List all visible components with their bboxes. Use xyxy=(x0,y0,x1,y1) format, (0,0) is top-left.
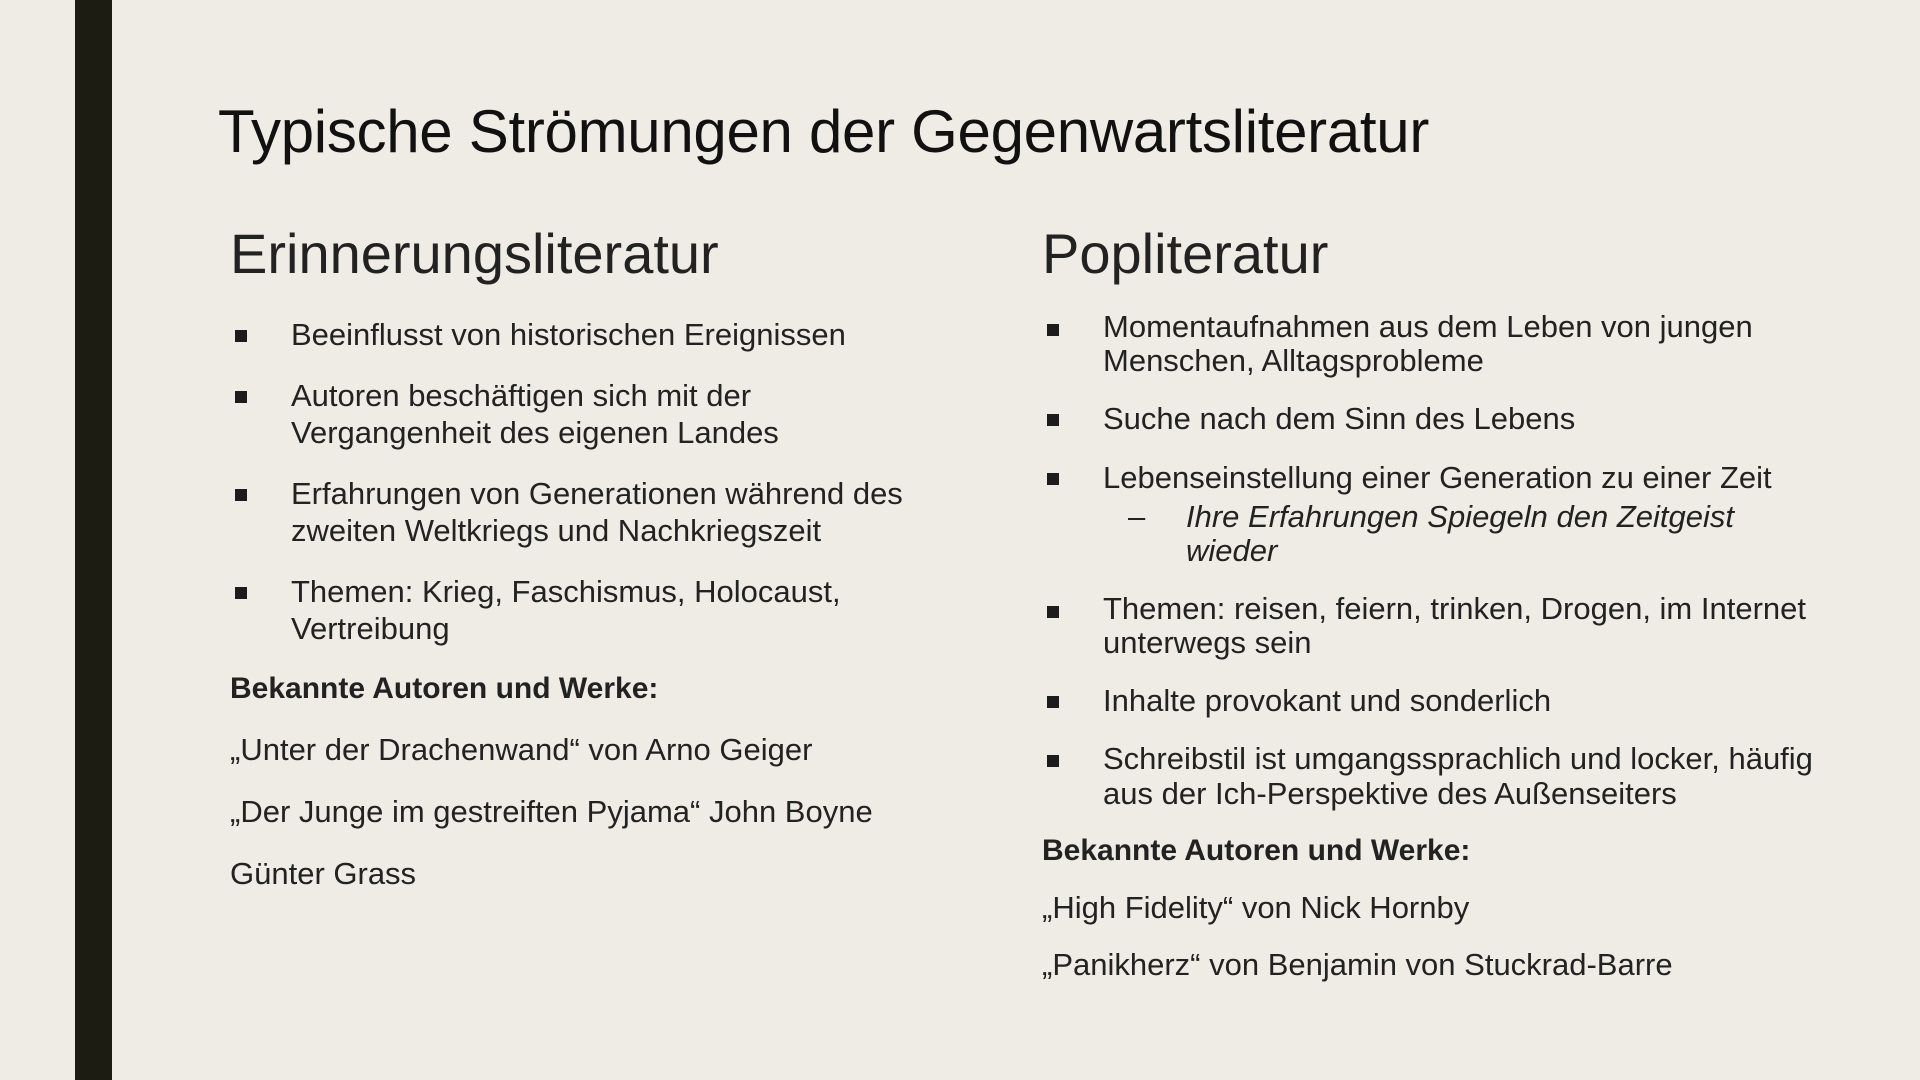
list-item xyxy=(230,573,990,647)
list-item xyxy=(230,316,990,353)
right-column xyxy=(1042,220,1862,1003)
list-item xyxy=(1042,310,1862,378)
list-item xyxy=(1042,459,1862,568)
work-item: „Der Junge im gestreiften Pyjama“ John Boyne xyxy=(230,794,873,829)
dash-bullet-icon: – xyxy=(1128,499,1146,534)
list-item xyxy=(1042,592,1862,660)
square-bullet-icon xyxy=(1047,324,1059,336)
square-bullet-icon xyxy=(1047,696,1059,708)
left-works-heading: Bekannte Autoren und Werke: xyxy=(230,672,659,705)
list-item-text: Beeinflusst von historischen Ereignissen xyxy=(291,317,846,352)
list-item-text: Themen: reisen, feiern, trinken, Drogen, im Internet unterwegs sein xyxy=(1103,591,1806,660)
square-bullet-icon xyxy=(1047,414,1059,426)
list-item xyxy=(230,377,990,451)
list-item-text: Suche nach dem Sinn des Lebens xyxy=(1103,401,1576,436)
list-item-text: Momentaufnahmen aus dem Leben von jungen Menschen, Alltagsprobleme xyxy=(1103,309,1753,378)
square-bullet-icon xyxy=(1047,606,1059,618)
work-item: „High Fidelity“ von Nick Hornby xyxy=(1042,890,1470,925)
right-bullet-list xyxy=(1042,310,1862,811)
square-bullet-icon xyxy=(235,489,247,501)
left-column xyxy=(230,220,990,917)
list-item xyxy=(230,475,990,549)
slide-title: Typische Strömungen der Gegenwartsliteratur xyxy=(218,98,1430,165)
work-item: „Unter der Drachenwand“ von Arno Geiger xyxy=(230,732,813,767)
square-bullet-icon xyxy=(235,330,247,342)
accent-bar xyxy=(75,0,112,1080)
left-bullet-list xyxy=(230,316,990,647)
square-bullet-icon xyxy=(235,391,247,403)
square-bullet-icon xyxy=(1047,473,1059,485)
right-column-heading: Popliteratur xyxy=(1042,222,1329,285)
list-item xyxy=(1042,400,1862,437)
list-item-text: Autoren beschäftigen sich mit der Vergangenheit des eigenen Landes xyxy=(291,378,779,450)
square-bullet-icon xyxy=(1047,755,1059,767)
list-item-text: Schreibstil ist umgangssprachlich und locker, häufig aus der Ich-Perspektive des Außenseiters xyxy=(1103,741,1813,811)
list-item xyxy=(1042,741,1862,811)
work-item: „Panikherz“ von Benjamin von Stuckrad-Barre xyxy=(1042,947,1673,982)
sub-list-item-text: Ihre Erfahrungen Spiegeln den Zeitgeist wieder xyxy=(1186,499,1735,568)
work-item: Günter Grass xyxy=(230,856,417,891)
list-item xyxy=(1042,682,1862,719)
list-item-text: Themen: Krieg, Faschismus, Holocaust, Vertreibung xyxy=(291,574,841,646)
list-item-text: Erfahrungen von Generationen während des zweiten Weltkriegs und Nachkriegszeit xyxy=(291,476,903,548)
sub-list-item xyxy=(1042,500,1862,568)
square-bullet-icon xyxy=(235,587,247,599)
list-item-text: Lebenseinstellung einer Generation zu einer Zeit xyxy=(1103,460,1772,495)
left-column-heading: Erinnerungsliteratur xyxy=(230,222,719,285)
right-works-heading: Bekannte Autoren und Werke: xyxy=(1042,834,1471,867)
list-item-text: Inhalte provokant und sonderlich xyxy=(1103,683,1552,718)
